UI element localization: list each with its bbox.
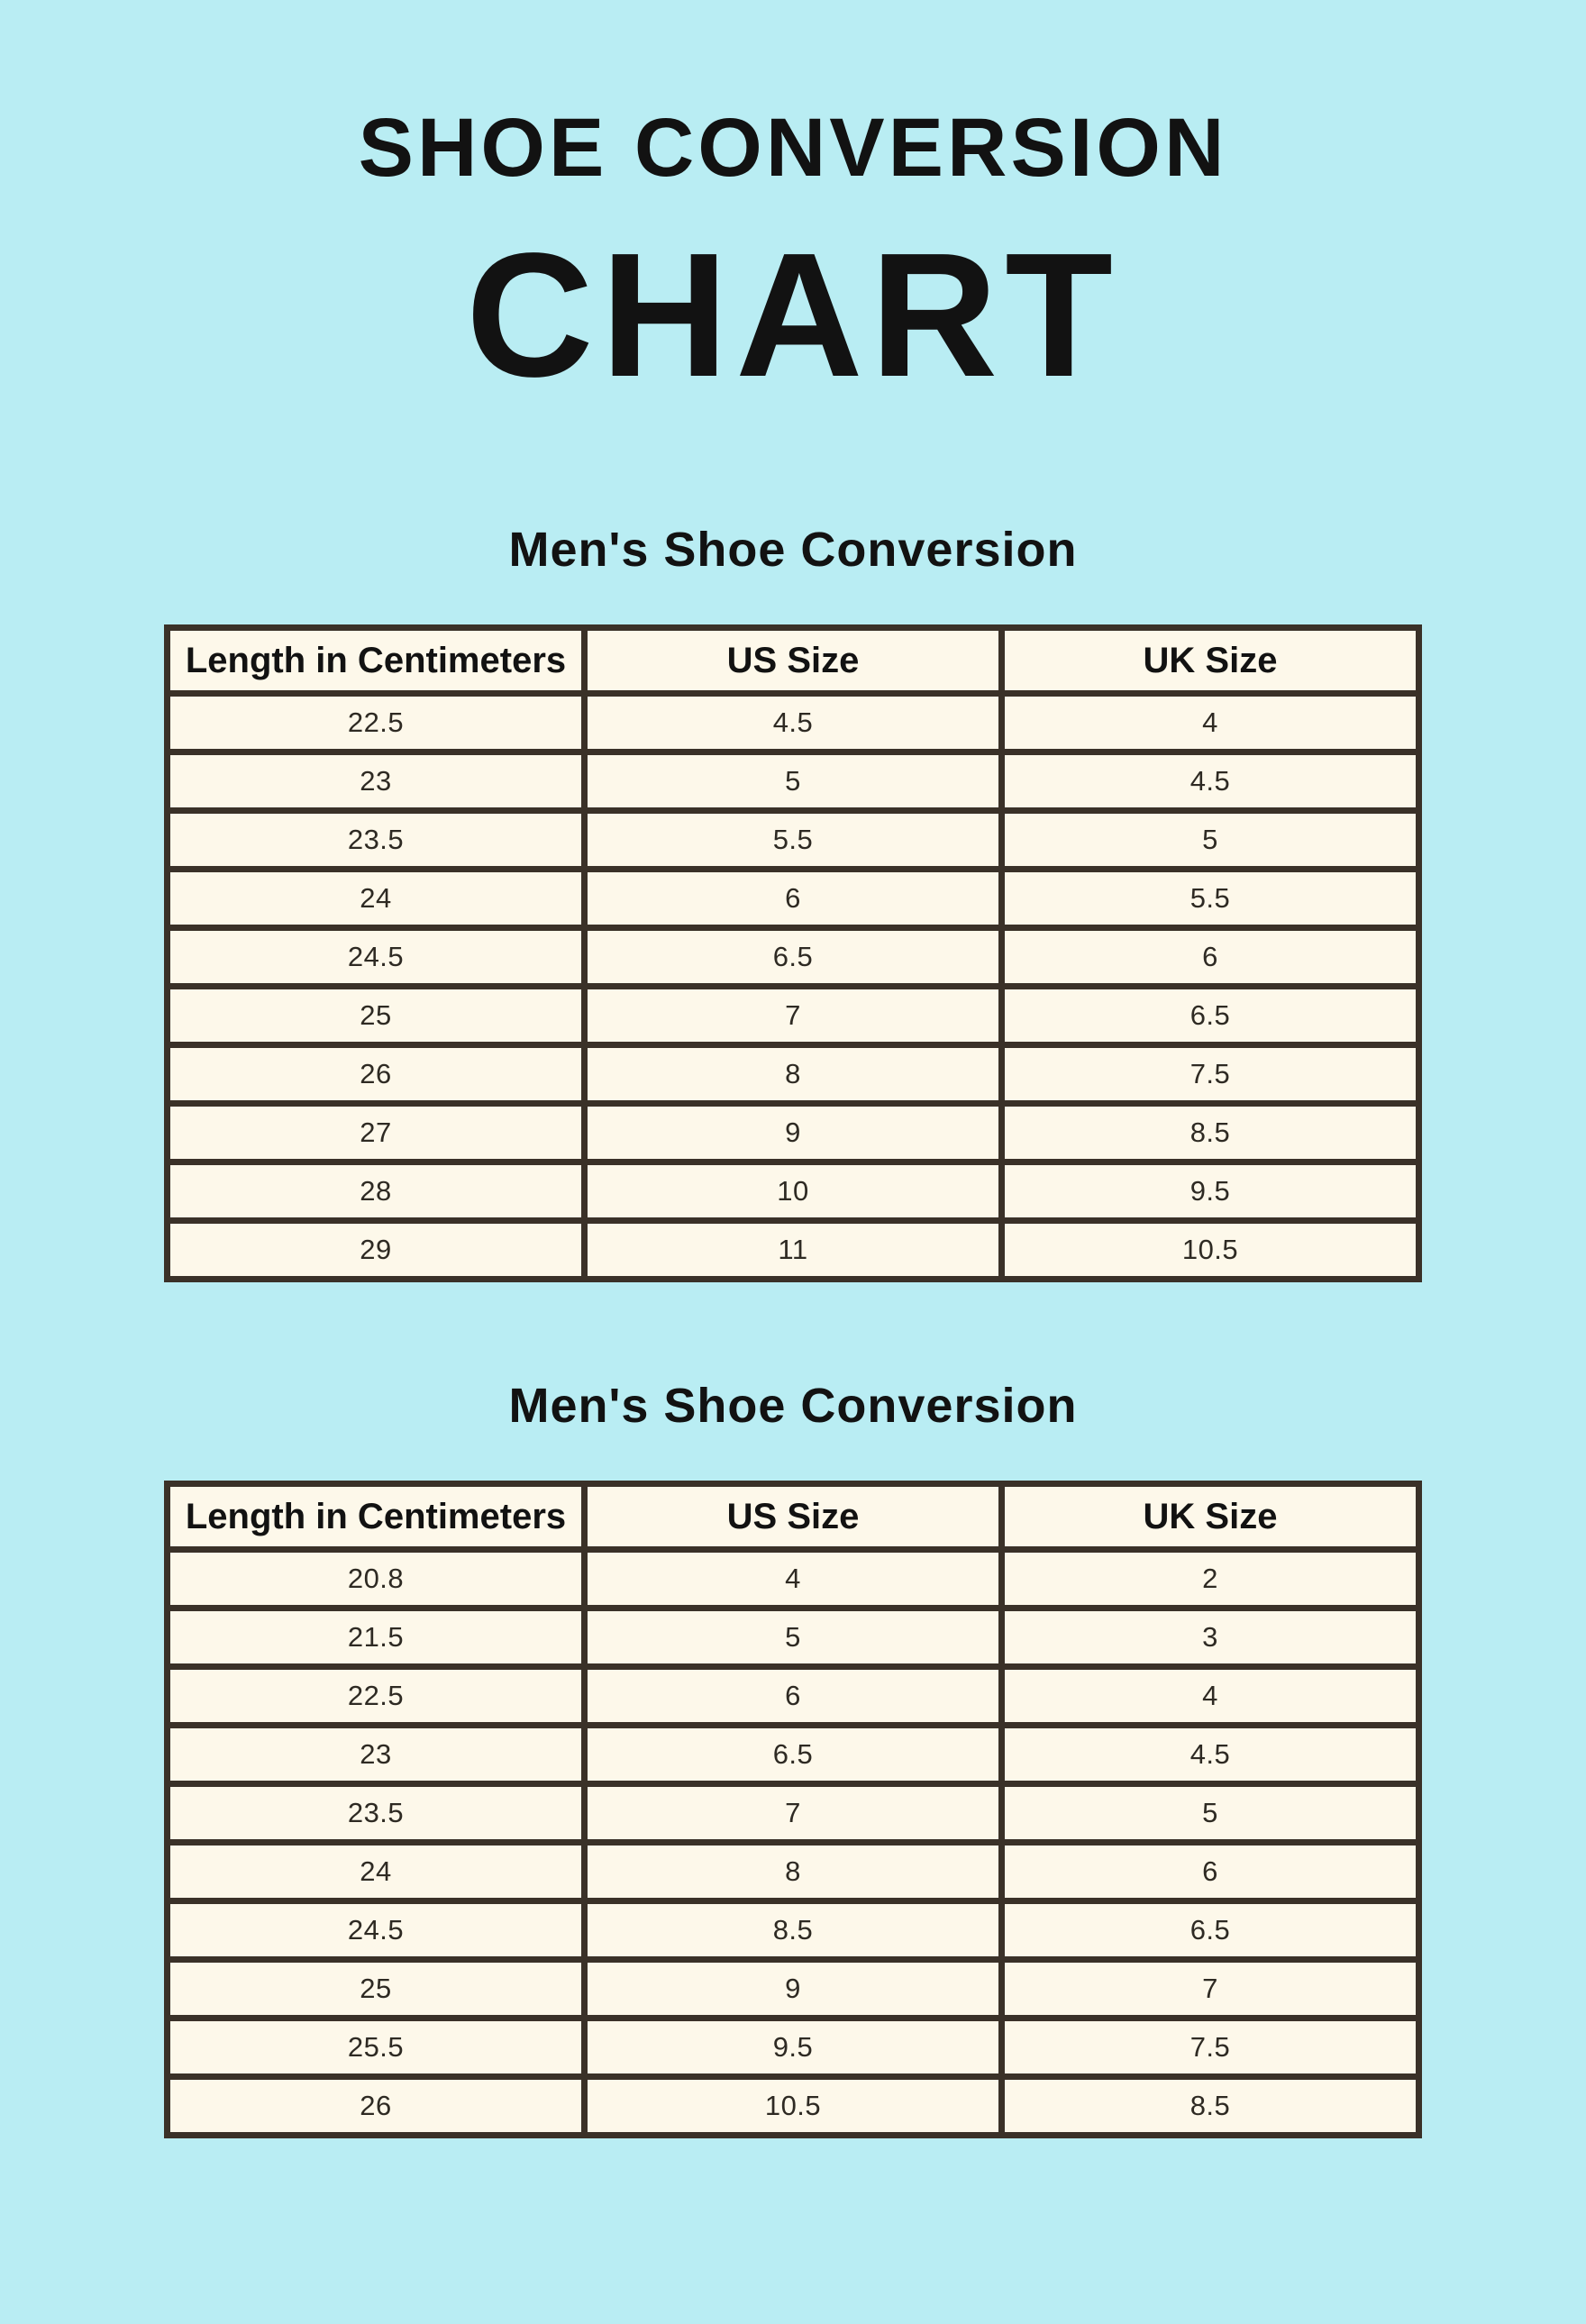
table-cell: 4.5 bbox=[585, 694, 1002, 752]
table-row bbox=[168, 1550, 1419, 1609]
table-cell: 25 bbox=[168, 1960, 585, 2019]
shoe-conversion-table-2 bbox=[164, 1481, 1422, 2138]
table-cell: 5 bbox=[585, 1609, 1002, 1667]
section-title: Men's Shoe Conversion bbox=[508, 1379, 1078, 1433]
table-row bbox=[168, 1843, 1419, 1901]
table-row bbox=[168, 987, 1419, 1045]
table-cell: 6.5 bbox=[1002, 1901, 1419, 1960]
header-row bbox=[168, 1484, 1419, 1550]
table-cell: 11 bbox=[585, 1221, 1002, 1280]
table-cell: 24 bbox=[168, 870, 585, 928]
table-row bbox=[168, 1667, 1419, 1726]
table-cell: 24.5 bbox=[168, 928, 585, 987]
table-cell: 10 bbox=[585, 1162, 1002, 1221]
table-cell: 23 bbox=[168, 1726, 585, 1784]
table-cell: 24.5 bbox=[168, 1901, 585, 1960]
table-cell: 8 bbox=[585, 1045, 1002, 1104]
table-cell: 26 bbox=[168, 2077, 585, 2136]
table-row bbox=[168, 1609, 1419, 1667]
table-cell: 22.5 bbox=[168, 694, 585, 752]
page-title-line2: CHART bbox=[466, 216, 1120, 414]
table-row bbox=[168, 2019, 1419, 2077]
table-cell: 4.5 bbox=[1002, 752, 1419, 811]
table-cell: 4 bbox=[585, 1550, 1002, 1609]
table-cell: 23.5 bbox=[168, 1784, 585, 1843]
column-header: US Size bbox=[585, 1484, 1002, 1550]
table-row bbox=[168, 1104, 1419, 1162]
table-row bbox=[168, 1960, 1419, 2019]
table-cell: 9 bbox=[585, 1960, 1002, 2019]
table-row bbox=[168, 1221, 1419, 1280]
table-cell: 2 bbox=[1002, 1550, 1419, 1609]
table-row bbox=[168, 928, 1419, 987]
section-mens-conversion-2 bbox=[0, 1381, 1586, 2138]
header-row bbox=[168, 628, 1419, 694]
table-cell: 6 bbox=[1002, 1843, 1419, 1901]
table-cell: 10.5 bbox=[585, 2077, 1002, 2136]
column-header: UK Size bbox=[1002, 1484, 1419, 1550]
table-cell: 20.8 bbox=[168, 1550, 585, 1609]
table-cell: 5.5 bbox=[1002, 870, 1419, 928]
table-cell: 25.5 bbox=[168, 2019, 585, 2077]
page bbox=[0, 102, 1586, 2138]
table-cell: 10.5 bbox=[1002, 1221, 1419, 1280]
table-row bbox=[168, 811, 1419, 870]
table-cell: 29 bbox=[168, 1221, 585, 1280]
table-row bbox=[168, 2077, 1419, 2136]
table-row bbox=[168, 1162, 1419, 1221]
table-cell: 21.5 bbox=[168, 1609, 585, 1667]
table-cell: 4 bbox=[1002, 694, 1419, 752]
table-row bbox=[168, 1784, 1419, 1843]
table-cell: 6 bbox=[1002, 928, 1419, 987]
table-cell: 5 bbox=[585, 752, 1002, 811]
table-cell: 7 bbox=[1002, 1960, 1419, 2019]
table-cell: 7.5 bbox=[1002, 1045, 1419, 1104]
page-title-line1: SHOE CONVERSION bbox=[358, 102, 1228, 194]
table-cell: 6 bbox=[585, 870, 1002, 928]
table-cell: 23 bbox=[168, 752, 585, 811]
table-cell: 7.5 bbox=[1002, 2019, 1419, 2077]
table-cell: 24 bbox=[168, 1843, 585, 1901]
section-mens-conversion-1 bbox=[0, 525, 1586, 1282]
column-header: UK Size bbox=[1002, 628, 1419, 694]
table-row bbox=[168, 1901, 1419, 1960]
table-row bbox=[168, 1045, 1419, 1104]
table-cell: 9.5 bbox=[585, 2019, 1002, 2077]
table-cell: 26 bbox=[168, 1045, 585, 1104]
table-cell: 5.5 bbox=[585, 811, 1002, 870]
table-cell: 3 bbox=[1002, 1609, 1419, 1667]
table-cell: 6.5 bbox=[585, 928, 1002, 987]
table-cell: 6.5 bbox=[1002, 987, 1419, 1045]
table-row bbox=[168, 1726, 1419, 1784]
column-header: US Size bbox=[585, 628, 1002, 694]
table-cell: 4 bbox=[1002, 1667, 1419, 1726]
table-cell: 9.5 bbox=[1002, 1162, 1419, 1221]
table-cell: 9 bbox=[585, 1104, 1002, 1162]
table-row bbox=[168, 752, 1419, 811]
section-title: Men's Shoe Conversion bbox=[508, 523, 1078, 577]
table-cell: 27 bbox=[168, 1104, 585, 1162]
table-cell: 5 bbox=[1002, 811, 1419, 870]
table-cell: 6.5 bbox=[585, 1726, 1002, 1784]
table-cell: 25 bbox=[168, 987, 585, 1045]
table-cell: 6 bbox=[585, 1667, 1002, 1726]
table-cell: 28 bbox=[168, 1162, 585, 1221]
table-cell: 22.5 bbox=[168, 1667, 585, 1726]
table-cell: 8.5 bbox=[585, 1901, 1002, 1960]
table-cell: 5 bbox=[1002, 1784, 1419, 1843]
table-cell: 23.5 bbox=[168, 811, 585, 870]
table-cell: 8 bbox=[585, 1843, 1002, 1901]
table-row bbox=[168, 870, 1419, 928]
column-header: Length in Centimeters bbox=[168, 628, 585, 694]
table-cell: 4.5 bbox=[1002, 1726, 1419, 1784]
column-header: Length in Centimeters bbox=[168, 1484, 585, 1550]
table-cell: 8.5 bbox=[1002, 1104, 1419, 1162]
table-cell: 7 bbox=[585, 1784, 1002, 1843]
table-cell: 8.5 bbox=[1002, 2077, 1419, 2136]
shoe-conversion-table-1 bbox=[164, 624, 1422, 1282]
table-cell: 7 bbox=[585, 987, 1002, 1045]
table-row bbox=[168, 694, 1419, 752]
